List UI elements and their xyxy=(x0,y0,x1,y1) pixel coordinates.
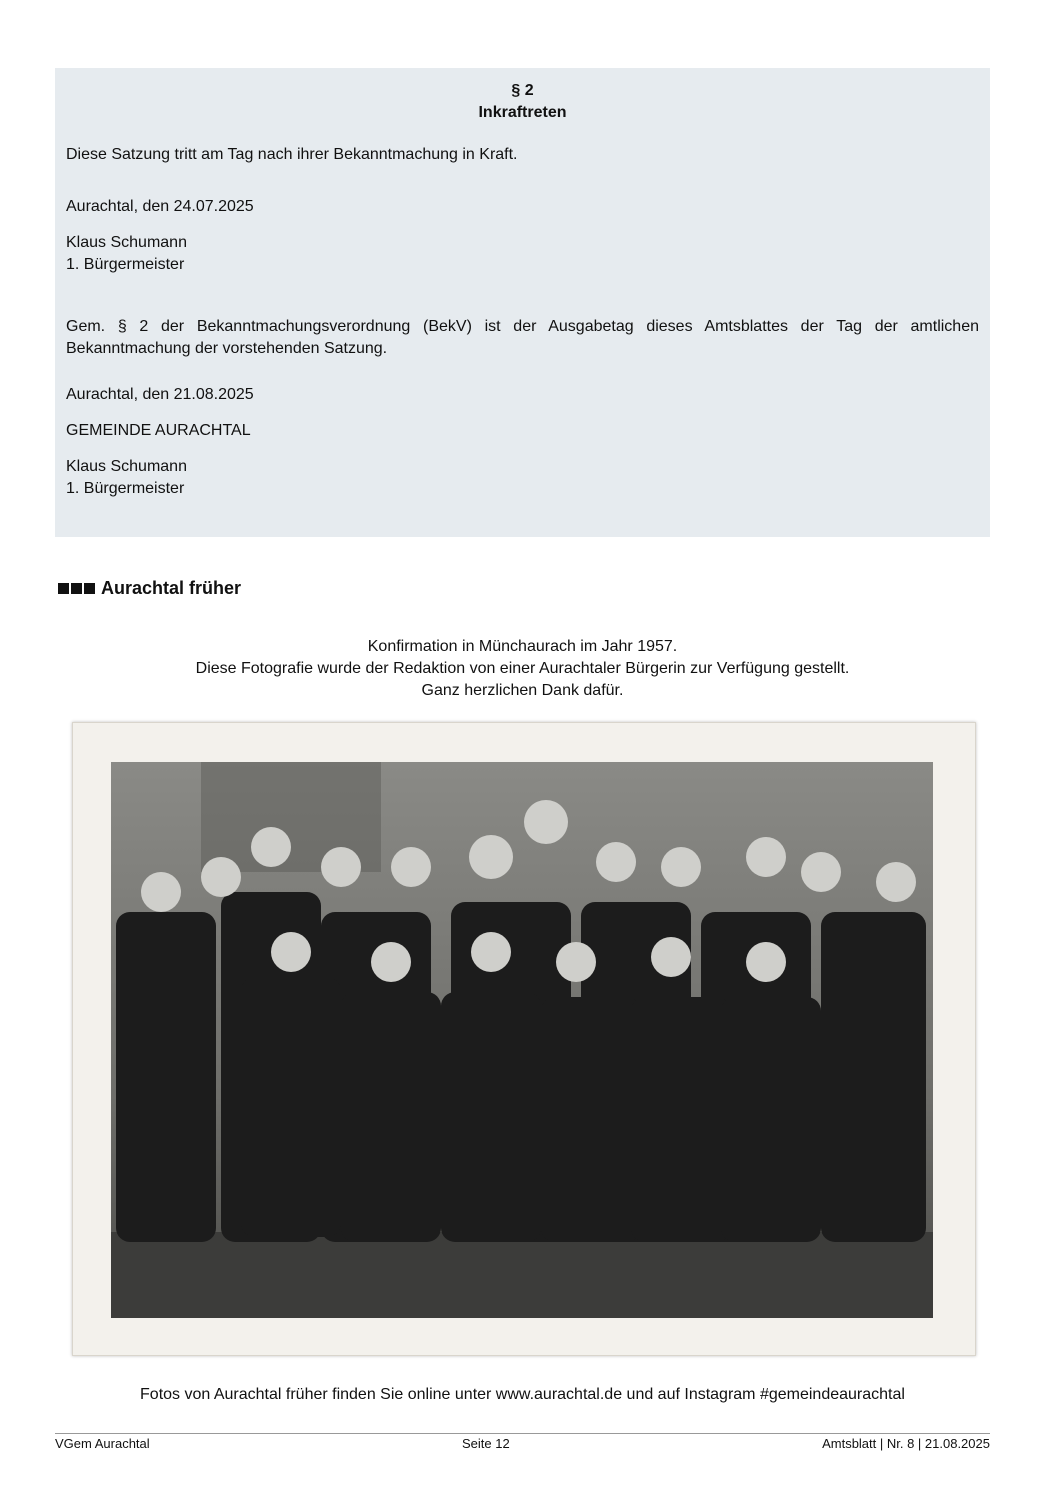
date-line-2: Aurachtal, den 21.08.2025 xyxy=(66,386,254,403)
page-footer xyxy=(55,1436,990,1451)
section-title: Aurachtal früher xyxy=(101,578,242,598)
paragraph-number: § 2 xyxy=(511,82,534,99)
announcement-box xyxy=(55,68,990,537)
group-photo-image xyxy=(111,762,933,1318)
footer-issue: Amtsblatt | Nr. 8 | 21.08.2025 xyxy=(822,1436,990,1451)
signer-1-role: 1. Bürgermeister xyxy=(66,256,185,273)
footer-divider xyxy=(55,1433,990,1434)
square-bullets-icon xyxy=(58,583,95,594)
paragraph-title: Inkraftreten xyxy=(478,104,567,121)
group-photo xyxy=(111,762,933,1318)
intro-text: Diese Satzung tritt am Tag nach ihrer Bekanntmachung in Kraft. xyxy=(66,146,518,163)
caption-line-2: Diese Fotografie wurde der Redaktion von einer Aurachtaler Bürgerin zur Verfügung gestellt. xyxy=(195,660,850,677)
caption-line-3: Ganz herzlichen Dank dafür. xyxy=(421,682,624,699)
caption-line-1: Konfirmation in Münchaurach im Jahr 1957. xyxy=(367,638,678,655)
notice-text: Gem. § 2 der Bekanntmachungsverordnung (BekV) ist der Ausgabetag dieses Amtsblattes der Tag der amtlichen Bekanntmachung der vorstehenden Satzung. xyxy=(66,318,979,357)
signer-1-name: Klaus Schumann xyxy=(66,234,187,251)
photo-caption xyxy=(55,636,990,702)
municipality-name: GEMEINDE AURACHTAL xyxy=(66,422,251,439)
footer-page-number: Seite 12 xyxy=(462,1436,510,1451)
online-note: Fotos von Aurachtal früher finden Sie online unter www.aurachtal.de und auf Instagram #gemeindeaurachtal xyxy=(140,1386,905,1403)
date-line-1: Aurachtal, den 24.07.2025 xyxy=(66,198,254,215)
footer-publisher: VGem Aurachtal xyxy=(55,1436,150,1451)
section-heading xyxy=(58,578,241,599)
signer-2-name: Klaus Schumann xyxy=(66,458,187,475)
signer-2-role: 1. Bürgermeister xyxy=(66,480,185,497)
